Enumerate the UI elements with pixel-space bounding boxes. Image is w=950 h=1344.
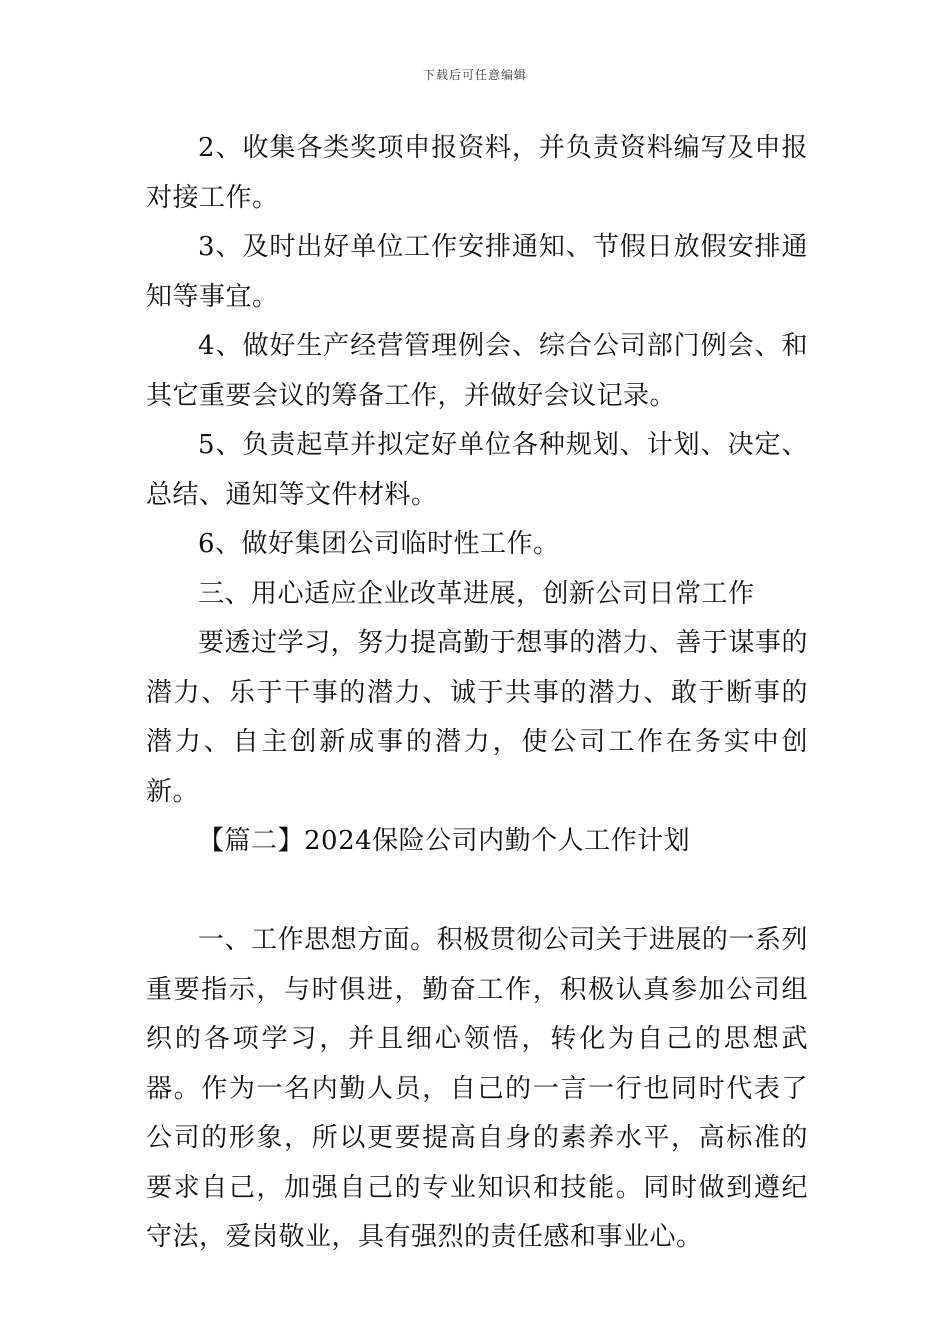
section-heading-three: 三、用心适应企业改革进展，创新公司日常工作: [198, 578, 755, 609]
paragraph-item-4: 4、做好生产经营管理例会、综合公司部门例会、和其它重要会议的筹备工作，并做好会议记录。: [146, 331, 808, 411]
paragraph-work-thinking: 一、工作思想方面。积极贯彻公司关于进展的一系列重要指示，与时俱进，勤奋工作，积极认真参加公司组织的各项学习，并且细心领悟，转化为自己的思想武器。作为一名内勤人员，自己的一言一行也同时代表了公司的形象，所以更要提高自身的素养水平，高标准的要求自己，加强自己的专业知识和技能。同时做到遵纪守法，爱岗敬业，具有强烈的责任感和事业心。: [146, 925, 808, 1252]
document-body: [146, 124, 808, 1263]
article-title-part-two: 【篇二】2024保险公司内勤个人工作计划: [198, 826, 691, 856]
paragraph-learning: 要透过学习，努力提高勤于想事的潜力、善于谋事的潜力、乐于干事的潜力、诚于共事的潜力、敢于断事的潜力、自主创新成事的潜力，使公司工作在务实中创新。: [146, 628, 808, 807]
paragraph-item-6: 6、做好集团公司临时性工作。: [198, 529, 560, 559]
paragraph-item-3: 3、及时出好单位工作安排通知、节假日放假安排通知等事宜。: [146, 232, 808, 312]
blank-line: [146, 867, 808, 917]
paragraph-item-5: 5、负责起草并拟定好单位各种规划、计划、决定、总结、通知等文件材料。: [146, 430, 808, 510]
page-header: 下载后可任意编辑: [422, 68, 527, 82]
paragraph-item-2: 2、收集各类奖项申报资料，并负责资料编写及申报对接工作。: [146, 133, 808, 213]
